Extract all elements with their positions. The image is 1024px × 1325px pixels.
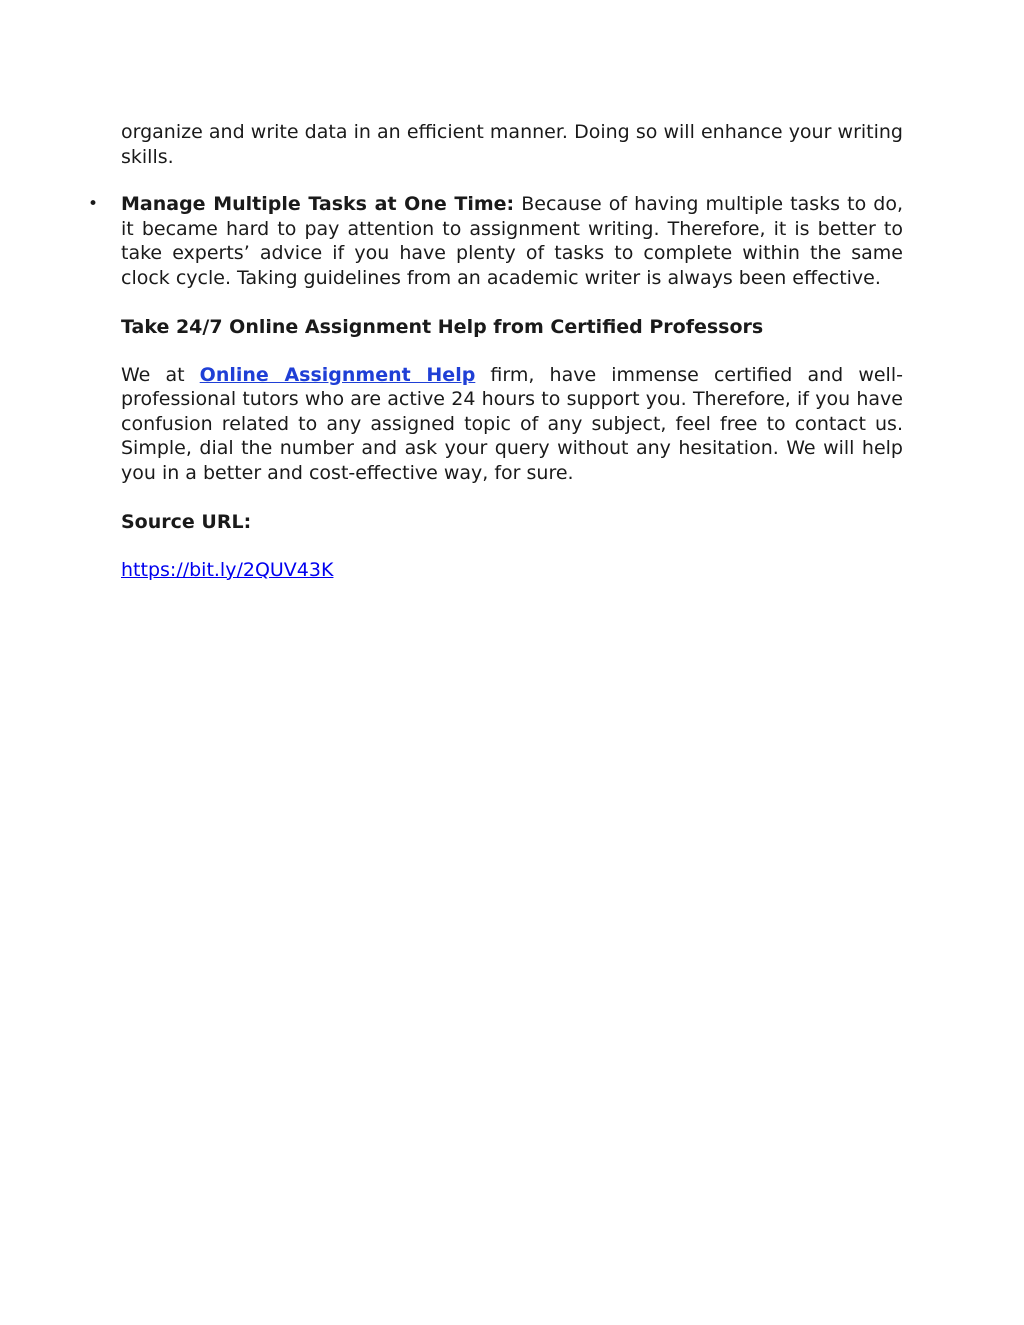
online-assignment-help-link[interactable]: Online Assignment Help (199, 363, 476, 386)
section-heading: Take 24/7 Online Assignment Help from Certified Professors (121, 316, 764, 338)
section-body: firm, have immense certified and well-professional tutors who are active 24 hours to support you. Therefore, if you have confusion related to any assigned topic of any subject, feel free to contact us. Simple, dial the number and ask your query without any hesitation. We will help you in a better and cost-effective way, for sure. (121, 363, 903, 484)
source-url-link[interactable]: https://bit.ly/2QUV43K (121, 558, 334, 581)
bullet-item (88, 192, 903, 290)
section-paragraph (121, 363, 903, 486)
intro-paragraph: organize and write data in an efficient manner. Doing so will enhance your writing skills. (121, 121, 903, 168)
bullet-title: Manage Multiple Tasks at One Time: (121, 193, 515, 215)
section-prefix: We at (121, 363, 185, 386)
bullet-body: Because of having multiple tasks to do, it became hard to pay attention to assignment writing. Therefore, it is better to take experts’ advice if you have plenty of tasks to complete within the same clock cycle. Taking guidelines from an academic writer is always been effective. (121, 193, 903, 289)
bullet-marker: • (88, 194, 99, 214)
source-url-paragraph (121, 558, 903, 583)
bullet-paragraph (121, 192, 903, 290)
document-body (88, 120, 903, 582)
source-label: Source URL: (121, 511, 252, 533)
